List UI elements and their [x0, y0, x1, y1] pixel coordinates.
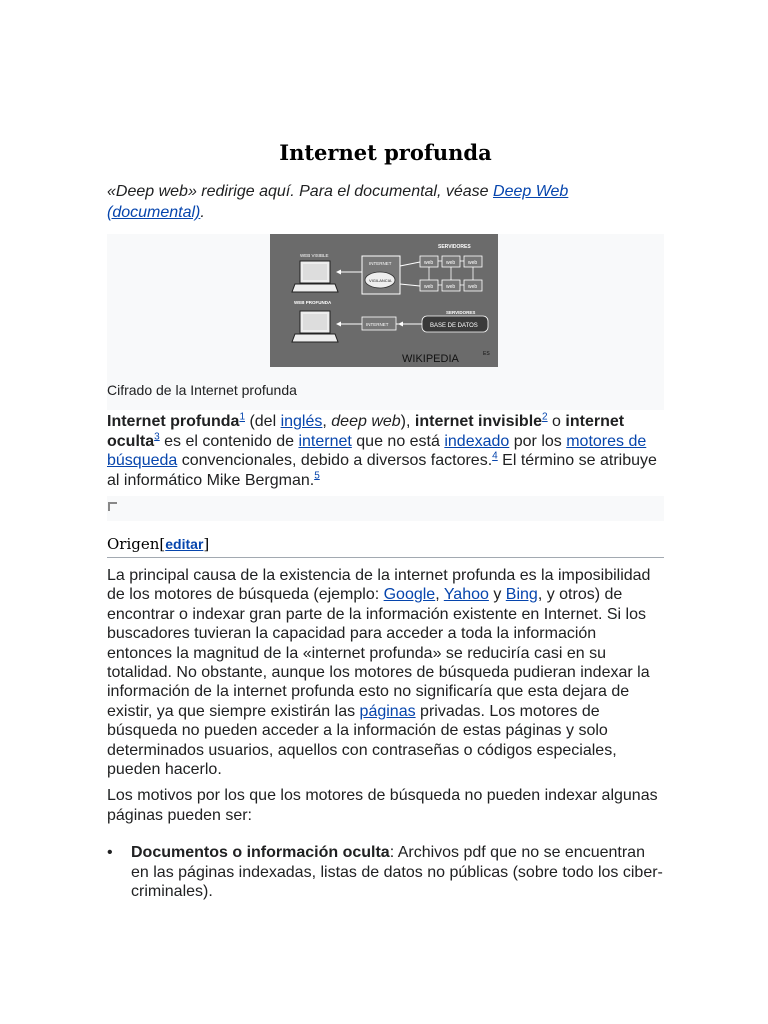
- link-ingles[interactable]: inglés: [280, 413, 323, 430]
- paragraph-origen-2: Los motivos por los que los motores de búsqueda no pueden indexar algunas páginas pueden ser:: [107, 787, 658, 824]
- svg-text:web: web: [446, 260, 456, 266]
- ref-2[interactable]: 2: [542, 411, 548, 423]
- wikipedia-logo: WIKIPEDIA: [402, 353, 459, 365]
- ref-5[interactable]: 5: [314, 470, 320, 482]
- ref-3[interactable]: 3: [154, 431, 160, 443]
- bullet-icon: •: [107, 844, 113, 861]
- label-servidores-top: SERVIDORES: [438, 244, 471, 250]
- svg-text:web: web: [468, 284, 478, 290]
- ref-4[interactable]: 4: [492, 450, 498, 462]
- label-base-datos: BASE DE DATOS: [430, 323, 478, 329]
- label-web-visible: WEB VISIBLE: [300, 253, 329, 258]
- label-web-profunda: WEB PROFUNDA: [294, 300, 332, 305]
- paragraph-origen-1: La principal causa de la existencia de la internet profunda es la imposibilidad de los motores de búsqueda (ejemplo: Google, Yahoo y Bing, y otros) de encontrar o indexar gran parte de la información existente en Internet. Si los buscadores tuvieran la capacidad para acceder a toda la información entonces la magnitud de la «internet profunda» se reduciría casi en su totalidad. No obstante, aunque los motores de búsqueda pudieran indexar la información de la internet profunda esto no significaría que esta dejara de existir, ya que siempre existirán las páginas privadas. Los motores de búsqueda no pueden acceder a la información de estas páginas y solo determinados usuarios, aquellos con contraseñas o códigos especiales, pueden hacerlo.: [107, 567, 651, 779]
- link-paginas[interactable]: páginas: [359, 702, 416, 720]
- hatnote-link-deep-web-documental[interactable]: Deep Web (documental): [107, 183, 569, 221]
- term-internet-oculta: internet oculta: [107, 413, 625, 450]
- hatnote-text: «Deep web» redirige aquí. Para el documental, véase: [107, 183, 494, 200]
- heading-text: Origen: [107, 535, 160, 553]
- ref-1[interactable]: 1: [239, 411, 245, 423]
- figure: [107, 234, 664, 410]
- term-internet-profunda: Internet profunda: [107, 413, 240, 430]
- link-yahoo[interactable]: Yahoo: [443, 586, 489, 604]
- label-vigilancia: VIGILANCIA: [369, 278, 392, 283]
- toc-placeholder[interactable]: [107, 496, 664, 521]
- deep-web-diagram-image[interactable]: [270, 234, 498, 367]
- link-bing[interactable]: Bing: [505, 586, 538, 604]
- label-internet-deep: INTERNET: [366, 322, 389, 327]
- lead-paragraph: Internet profunda$^1$ (del inglés, deep web), internet invisible$^2$ o internet oculta$^3$ es el contenido de internet que no está indexado por los motores de búsqueda convencionales, debido a diversos factores.$^4$ El término se atribuye al informático Mike Bergman.$^5$: [107, 411, 657, 489]
- hatnote-suffix: .: [200, 204, 205, 221]
- svg-text:web: web: [446, 284, 456, 290]
- edit-link[interactable]: editar: [165, 536, 204, 552]
- link-indexado[interactable]: indexado: [444, 432, 510, 450]
- label-internet: INTERNET: [369, 261, 392, 266]
- list-item: [107, 843, 664, 902]
- list-item-term: Documentos o información oculta: [131, 844, 390, 861]
- deep-web-term: deep web: [331, 413, 401, 430]
- link-motores-de-busqueda[interactable]: motores de búsqueda: [107, 432, 647, 469]
- laptop-visible-base: [292, 284, 338, 292]
- page-title: Internet profunda: [279, 140, 492, 165]
- broken-image-icon: [108, 502, 117, 511]
- link-google[interactable]: Google: [383, 586, 436, 604]
- hatnote: [107, 181, 647, 223]
- wikipedia-logo-sup: ES: [483, 351, 490, 357]
- term-internet-invisible: internet invisible: [414, 413, 543, 430]
- laptop-deep-base: [292, 334, 338, 342]
- link-internet[interactable]: internet: [298, 432, 352, 450]
- section-heading-origen: Origen[editar]: [107, 535, 664, 558]
- list-item-text: : Archivos pdf que no se encuentran en las páginas indexadas, listas de datos no públicas (sobre todo los ciber-criminales).: [131, 844, 663, 900]
- svg-text:web: web: [424, 284, 434, 290]
- reasons-list: [107, 843, 664, 902]
- diagram-svg: [270, 234, 498, 367]
- svg-text:web: web: [468, 260, 478, 266]
- svg-text:web: web: [424, 260, 434, 266]
- label-servidores-bottom: SERVIDORES: [446, 310, 476, 315]
- figure-caption: Cifrado de la Internet profunda: [107, 382, 297, 398]
